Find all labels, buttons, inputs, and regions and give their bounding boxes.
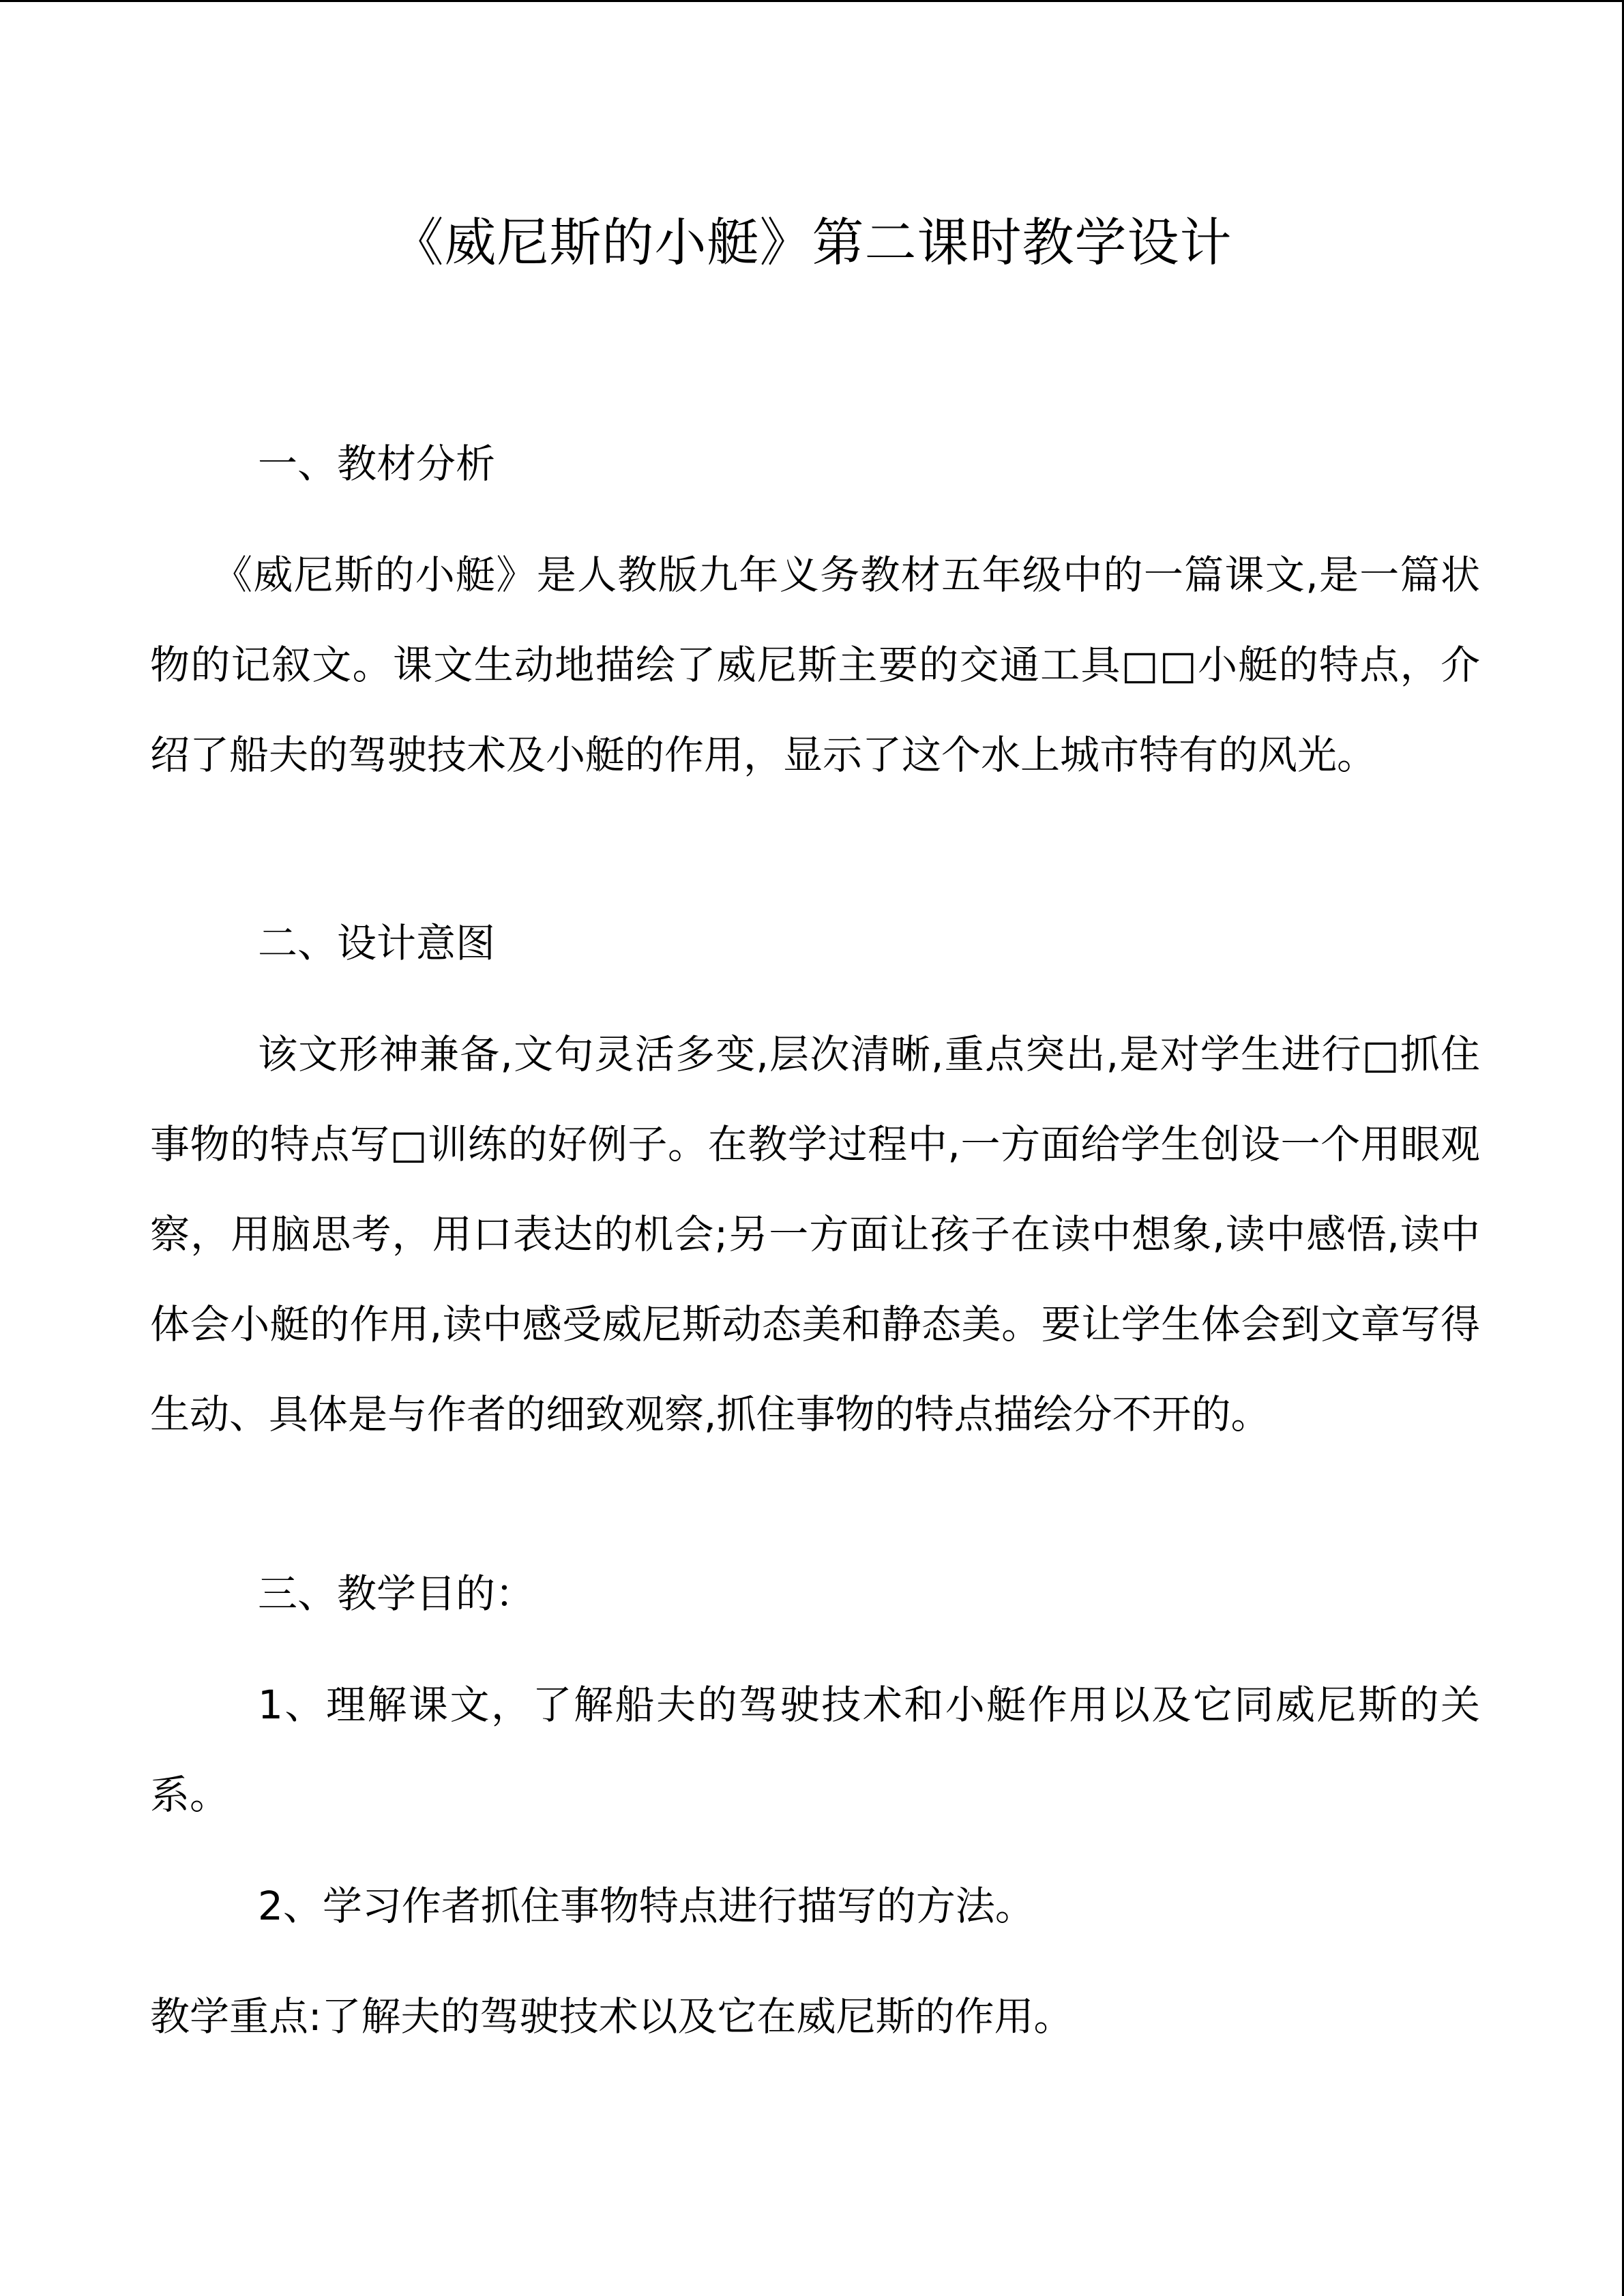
paragraph-material-analysis: 《威尼斯的小艇》是人教版九年义务教材五年级中的一篇课文,是一篇状物的记叙文。课文生动地描绘了威尼斯主要的交通工具□□小艇的特点，介绍了船夫的驾驶技术及小艇的作用，显示了这个水上城市特有的风光。 xyxy=(150,552,1480,778)
section-heading-design-intent: 二、设计意图 xyxy=(258,920,496,966)
teaching-key-point: 教学重点:了解夫的驾驶技术以及它在威尼斯的作用。 xyxy=(150,1993,1074,2040)
page-title: 《威尼斯的小艇》第二课时教学设计 xyxy=(392,212,1232,273)
section-heading-teaching-goals: 三、教学目的： xyxy=(258,1570,535,1617)
section-heading-material-analysis: 一、教材分析 xyxy=(258,441,496,487)
top-border xyxy=(0,0,1624,2)
paragraph-design-intent: 该文形神兼备,文句灵活多变,层次清晰,重点突出,是对学生进行□抓住事物的特点写□训练的好例子。在教学过程中,一方面给学生创设一个用眼观察，用脑思考，用口表达的机会;另一方面让孩子在读中想象,读中感悟,读中体会小艇的作用,读中感受威尼斯动态美和静态美。要让学生体会到文章写得生动、具体是与作者的细致观察,抓住事物的特点描绘分不开的。 xyxy=(150,1031,1480,1437)
teaching-goal-item-2: 2、学习作者抓住事物特点进行描写的方法。 xyxy=(258,1883,1035,1929)
teaching-goal-item-1: 1、理解课文，了解船夫的驾驶技术和小艇作用以及它同威尼斯的关系。 xyxy=(150,1682,1480,1818)
